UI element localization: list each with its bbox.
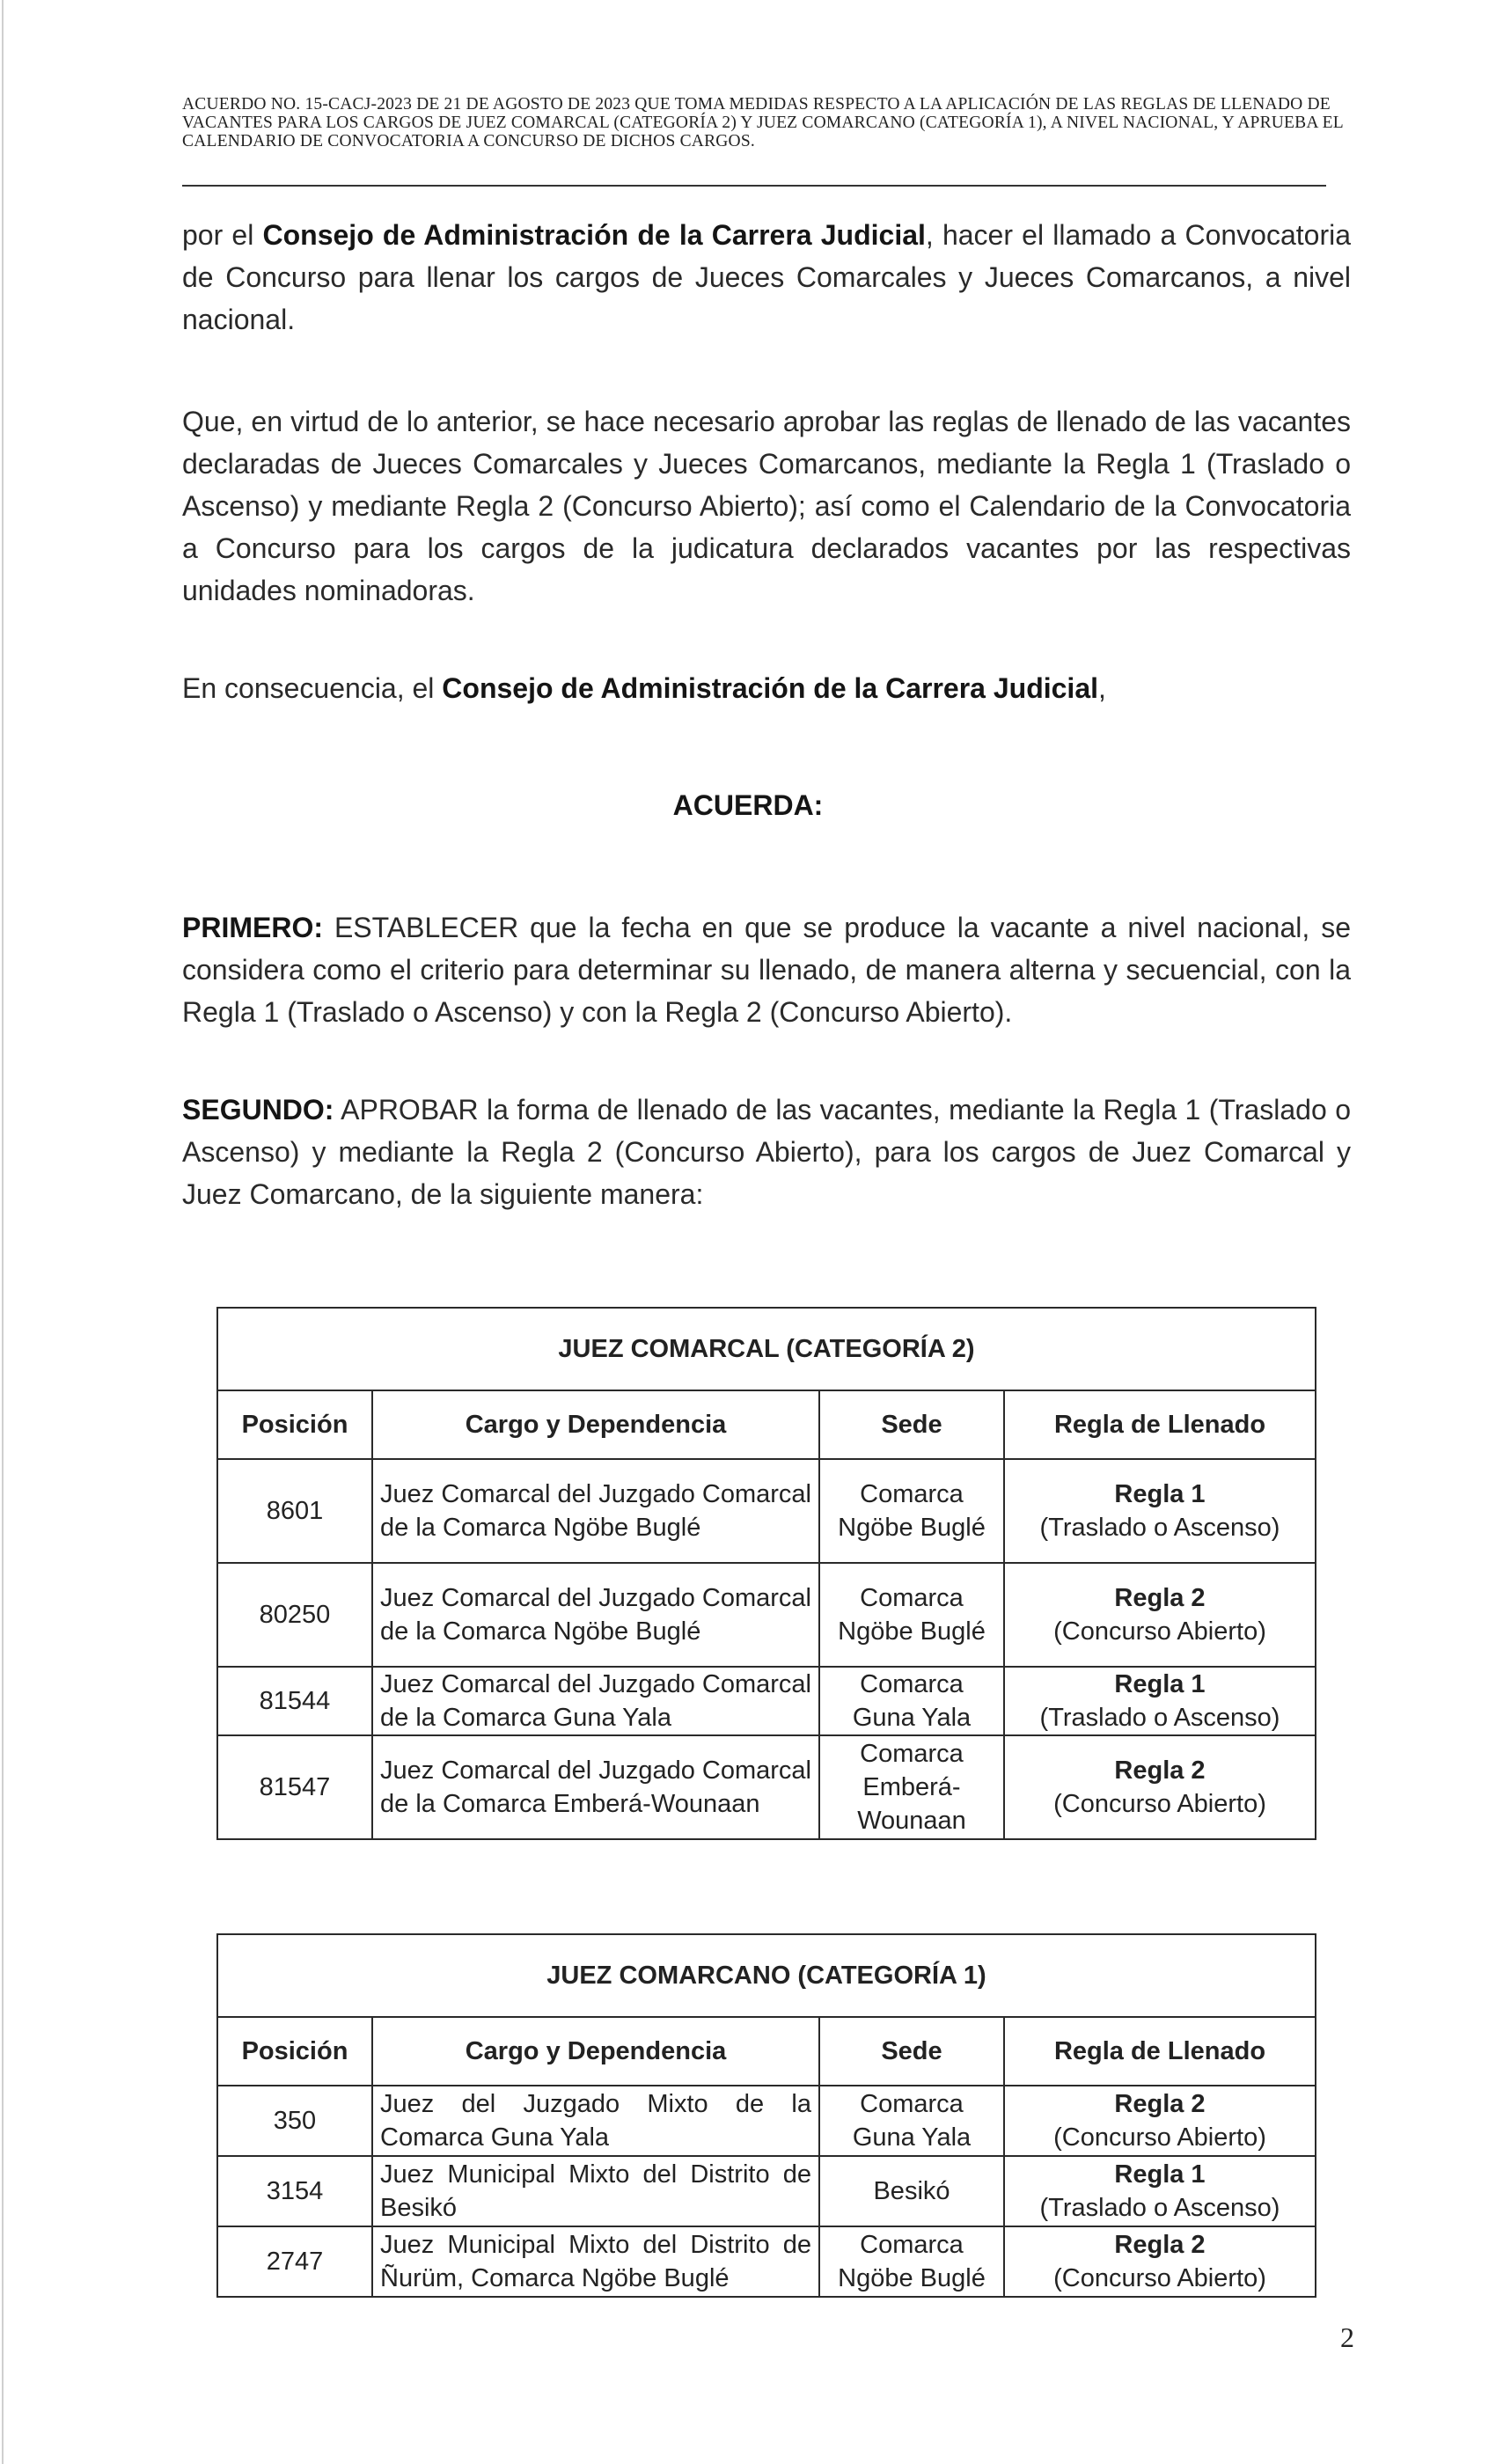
posicion-cell: 350 — [217, 2086, 372, 2156]
posicion-cell: 3154 — [217, 2156, 372, 2226]
table-juez-comarcal — [216, 1307, 1316, 1840]
regla-desc: (Concurso Abierto) — [1053, 2264, 1266, 2292]
cargo-cell: Juez Comarcal del Juzgado Comarcal de la Comarca Emberá-Wounaan — [372, 1735, 819, 1839]
table-row — [217, 2086, 1316, 2156]
paragraph-segundo — [182, 1089, 1351, 1215]
regla-name: Regla 2 — [1114, 1756, 1206, 1785]
document-header: ACUERDO NO. 15-CACJ-2023 DE 21 DE AGOSTO DE 2023 QUE TOMA MEDIDAS RESPECTO A LA APLICACIÓN DE LAS REGLAS DE LLENADO DE VACANTES PARA LOS CARGOS DE JUEZ COMARCAL (CATEGORÍA 2) Y JUEZ COMARCANO (CATEGORÍA 1), A NIVEL NACIONAL, Y APRUEBA EL CALENDARIO DE CONVOCATORIA A CONCURSO DE DICHOS CARGOS. — [182, 95, 1344, 150]
col-sede: Sede — [819, 2017, 1004, 2086]
sede-cell: Comarca Guna Yala — [819, 1667, 1004, 1735]
cargo-cell: Juez Municipal Mixto del Distrito de Ñurüm, Comarca Ngöbe Buglé — [372, 2226, 819, 2297]
table-title: JUEZ COMARCAL (CATEGORÍA 2) — [217, 1308, 1316, 1390]
sede-cell: Comarca Ngöbe Buglé — [819, 1563, 1004, 1667]
regla-name: Regla 1 — [1114, 1670, 1206, 1698]
regla-cell — [1004, 1563, 1316, 1667]
page-number: 2 — [1340, 2321, 1354, 2353]
segundo-text: APROBAR la forma de llenado de las vacantes, mediante la Regla 1 (Traslado o Ascenso) y mediante la Regla 2 (Concurso Abierto), para los cargos de Juez Comarcal y Juez Comarcano, de la siguiente manera: — [182, 1094, 1351, 1210]
p3-pre: En consecuencia, el — [182, 672, 443, 704]
posicion-cell: 2747 — [217, 2226, 372, 2297]
paragraph-primero — [182, 906, 1351, 1033]
cargo-cell: Juez Comarcal del Juzgado Comarcal de la Comarca Guna Yala — [372, 1667, 819, 1735]
cargo-cell: Juez Municipal Mixto del Distrito de Besikó — [372, 2156, 819, 2226]
sede-cell: Comarca Ngöbe Buglé — [819, 1459, 1004, 1563]
regla-desc: (Concurso Abierto) — [1053, 1790, 1266, 1818]
regla-cell — [1004, 2226, 1316, 2297]
sede-cell: Comarca Emberá-Wounaan — [819, 1735, 1004, 1839]
regla-name: Regla 1 — [1114, 1480, 1206, 1508]
col-regla: Regla de Llenado — [1004, 1390, 1316, 1459]
p1-post: , hacer el llamado a Convocatoria de Concurso para llenar los cargos de Jueces Comarcales y Jueces Comarcanos, a nivel nacional. — [182, 219, 1351, 335]
table-row — [217, 1735, 1316, 1839]
segundo-label: SEGUNDO: — [182, 1094, 334, 1126]
posicion-cell: 8601 — [217, 1459, 372, 1563]
acuerda-heading: ACUERDA: — [672, 789, 824, 821]
posicion-cell: 81547 — [217, 1735, 372, 1839]
p3-bold: Consejo de Administración de la Carrera Judicial — [442, 672, 1098, 704]
p3-post: , — [1098, 672, 1106, 704]
col-posicion: Posición — [217, 2017, 372, 2086]
regla-desc: (Traslado o Ascenso) — [1039, 2194, 1280, 2222]
regla-cell — [1004, 1735, 1316, 1839]
cargo-cell: Juez Comarcal del Juzgado Comarcal de la Comarca Ngöbe Buglé — [372, 1563, 819, 1667]
table-row — [217, 1563, 1316, 1667]
regla-name: Regla 2 — [1114, 2231, 1206, 2259]
table-title: JUEZ COMARCANO (CATEGORÍA 1) — [217, 1934, 1316, 2017]
posicion-cell: 80250 — [217, 1563, 372, 1667]
regla-cell — [1004, 1459, 1316, 1563]
regla-desc: (Traslado o Ascenso) — [1039, 1704, 1280, 1732]
header-divider — [182, 185, 1326, 187]
posicion-cell: 81544 — [217, 1667, 372, 1735]
paragraph-consecuencia — [182, 667, 1351, 709]
regla-name: Regla 2 — [1114, 1584, 1206, 1612]
col-regla: Regla de Llenado — [1004, 2017, 1316, 2086]
regla-cell — [1004, 1667, 1316, 1735]
primero-text: ESTABLECER que la fecha en que se produce la vacante a nivel nacional, se considera como el criterio para determinar su llenado, de manera alterna y secuencial, con la Regla 1 (Traslado o Ascenso) y con la Regla 2 (Concurso Abierto). — [182, 912, 1351, 1028]
sede-cell: Comarca Guna Yala — [819, 2086, 1004, 2156]
regla-desc: (Traslado o Ascenso) — [1039, 1514, 1280, 1542]
paragraph-que: Que, en virtud de lo anterior, se hace necesario aprobar las reglas de llenado de las vacantes declaradas de Jueces Comarcales y Jueces Comarcanos, mediante la Regla 1 (Traslado o Ascenso) y mediante Regla 2 (Concurso Abierto); así como el Calendario de la Convocatoria a Concurso para los cargos de la judicatura declarados vacantes por las respectivas unidades nominadoras. — [182, 406, 1351, 606]
col-cargo: Cargo y Dependencia — [372, 2017, 819, 2086]
table-juez-comarcano — [216, 1933, 1316, 2298]
sede-cell: Comarca Ngöbe Buglé — [819, 2226, 1004, 2297]
primero-label: PRIMERO: — [182, 912, 323, 943]
col-cargo: Cargo y Dependencia — [372, 1390, 819, 1459]
cargo-cell: Juez del Juzgado Mixto de la Comarca Guna Yala — [372, 2086, 819, 2156]
col-posicion: Posición — [217, 1390, 372, 1459]
regla-name: Regla 2 — [1114, 2090, 1206, 2118]
regla-name: Regla 1 — [1114, 2160, 1206, 2189]
regla-desc: (Concurso Abierto) — [1053, 2123, 1266, 2152]
p1-pre: por el — [182, 219, 263, 251]
table-row — [217, 2156, 1316, 2226]
table-row — [217, 2226, 1316, 2297]
sede-cell: Besikó — [819, 2156, 1004, 2226]
table-row — [217, 1459, 1316, 1563]
regla-cell — [1004, 2156, 1316, 2226]
regla-desc: (Concurso Abierto) — [1053, 1617, 1266, 1646]
page-edge-line — [2, 0, 4, 2464]
cargo-cell: Juez Comarcal del Juzgado Comarcal de la Comarca Ngöbe Buglé — [372, 1459, 819, 1563]
col-sede: Sede — [819, 1390, 1004, 1459]
table-row — [217, 1667, 1316, 1735]
paragraph-continuation — [182, 214, 1351, 341]
p1-bold: Consejo de Administración de la Carrera Judicial — [262, 219, 926, 251]
regla-cell — [1004, 2086, 1316, 2156]
